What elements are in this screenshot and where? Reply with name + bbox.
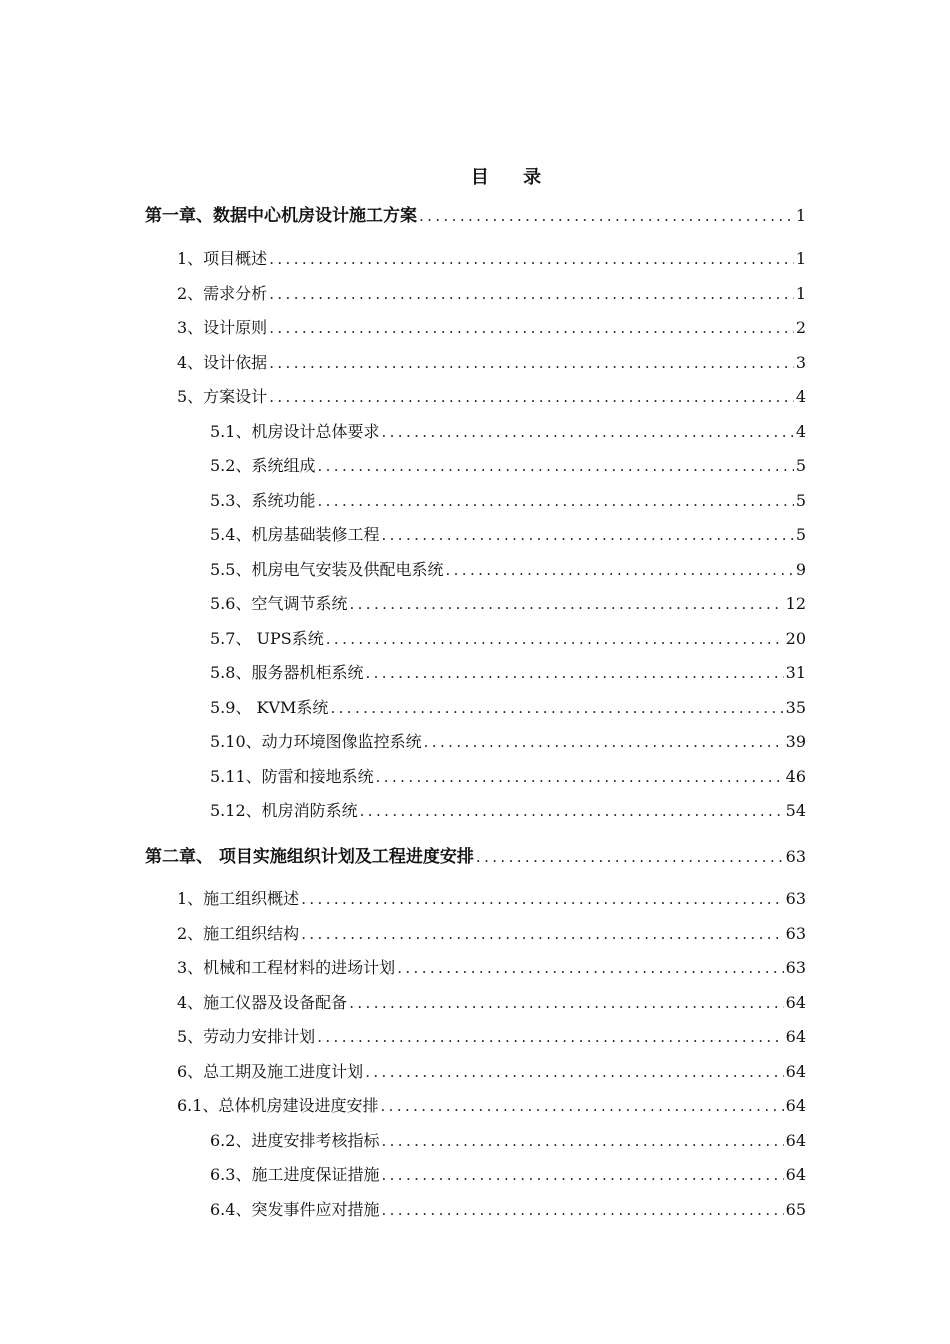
toc-leader-dots — [317, 457, 793, 475]
toc-entry[interactable] — [177, 886, 806, 910]
toc-entry-label: 5.11、防雷和接地系统 — [210, 767, 374, 786]
toc-leader-dots — [269, 354, 794, 372]
toc-page-number: 35 — [785, 698, 806, 717]
toc-page-number: 63 — [785, 847, 806, 866]
toc-page-number: 2 — [795, 318, 806, 337]
toc-entry-label: 第一章、数据中心机房设计施工方案 — [145, 206, 417, 226]
toc-page-number: 1 — [795, 284, 806, 303]
toc-page-number: 12 — [785, 594, 806, 613]
toc-entry[interactable] — [210, 557, 806, 581]
toc-entry[interactable] — [210, 798, 806, 822]
toc-leader-dots — [381, 526, 793, 544]
toc-entry-label: 4、施工仪器及设备配备 — [177, 993, 348, 1012]
toc-entry[interactable] — [177, 384, 806, 408]
toc-entry[interactable] — [177, 1093, 806, 1117]
toc-entry-label: 5、劳动力安排计划 — [177, 1027, 316, 1046]
toc-entry-label: 6.1、总体机房建设进度安排 — [177, 1096, 379, 1115]
toc-leader-dots — [381, 1201, 783, 1219]
toc-entry-label: 5.4、机房基础装修工程 — [210, 525, 380, 544]
toc-entry-label: 5.3、系统功能 — [210, 491, 316, 510]
toc-entry-label: 6.4、突发事件应对措施 — [210, 1200, 380, 1219]
toc-entry-label: 2、需求分析 — [177, 284, 268, 303]
toc-entry[interactable] — [210, 729, 806, 753]
toc-entry-label: 4、设计依据 — [177, 353, 268, 372]
toc-entry-chapter-2[interactable] — [145, 842, 806, 866]
toc-entry-label: 5.10、动力环境图像监控系统 — [210, 732, 422, 751]
toc-entry[interactable] — [177, 921, 806, 945]
toc-leader-dots — [376, 768, 784, 786]
toc-entry[interactable] — [177, 246, 806, 270]
toc-entry[interactable] — [177, 350, 806, 374]
toc-leader-dots — [360, 802, 784, 820]
toc-leader-dots — [269, 250, 794, 268]
toc-leader-dots — [424, 733, 784, 751]
toc-entry[interactable] — [177, 1024, 806, 1048]
toc-entry-label: 5、方案设计 — [177, 387, 268, 406]
toc-entry-label: 5.12、机房消防系统 — [210, 801, 358, 820]
toc-page-number: 5 — [795, 456, 806, 475]
toc-entry-label: 5.9、 KVM系统 — [210, 698, 329, 717]
toc-page-number: 1 — [795, 249, 806, 268]
toc-leader-dots — [397, 959, 783, 977]
toc-page-number: 9 — [795, 560, 806, 579]
toc-leader-dots — [326, 630, 784, 648]
toc-entry[interactable] — [210, 591, 806, 615]
toc-page-number: 31 — [785, 663, 806, 682]
toc-entry[interactable] — [210, 419, 806, 443]
toc-page-number: 4 — [795, 422, 806, 441]
toc-leader-dots — [381, 1132, 783, 1150]
toc-entry[interactable] — [210, 1128, 806, 1152]
toc-entry[interactable] — [210, 626, 806, 650]
toc-page-number: 1 — [795, 206, 806, 225]
toc-leader-dots — [269, 319, 794, 337]
toc-page-number: 64 — [785, 1027, 806, 1046]
toc-page-number: 63 — [785, 958, 806, 977]
toc-title: 目 录 — [470, 167, 556, 188]
toc-entry-label: 3、设计原则 — [177, 318, 268, 337]
toc-leader-dots — [330, 699, 783, 717]
toc-page-number: 54 — [785, 801, 806, 820]
toc-page-number: 3 — [795, 353, 806, 372]
toc-entry-chapter-1[interactable] — [145, 201, 806, 225]
toc-entry-label: 5.7、 UPS系统 — [210, 629, 324, 648]
toc-page-number: 64 — [785, 1096, 806, 1115]
toc-entry-label: 1、项目概述 — [177, 249, 268, 268]
toc-entry-label: 5.8、服务器机柜系统 — [210, 663, 364, 682]
toc-leader-dots — [317, 492, 793, 510]
toc-page-number: 64 — [785, 993, 806, 1012]
toc-page-number: 4 — [795, 387, 806, 406]
toc-entry[interactable] — [210, 453, 806, 477]
toc-page-number: 64 — [785, 1131, 806, 1150]
toc-entry[interactable] — [210, 488, 806, 512]
toc-leader-dots — [419, 207, 794, 225]
toc-entry-label: 1、施工组织概述 — [177, 889, 300, 908]
toc-leader-dots — [445, 561, 793, 579]
toc-leader-dots — [269, 388, 794, 406]
toc-entry-label: 5.2、系统组成 — [210, 456, 316, 475]
toc-leader-dots — [380, 1097, 783, 1115]
toc-entry[interactable] — [210, 1162, 806, 1186]
toc-page-number: 63 — [785, 889, 806, 908]
toc-entry-label: 6.2、进度安排考核指标 — [210, 1131, 380, 1150]
toc-entry[interactable] — [210, 764, 806, 788]
toc-page-number: 65 — [785, 1200, 806, 1219]
toc-entry[interactable] — [177, 955, 806, 979]
toc-leader-dots — [365, 1063, 783, 1081]
toc-entry[interactable] — [177, 1059, 806, 1083]
toc-leader-dots — [301, 925, 783, 943]
toc-entry[interactable] — [177, 281, 806, 305]
toc-page-number: 63 — [785, 924, 806, 943]
toc-entry-label: 6.3、施工进度保证措施 — [210, 1165, 380, 1184]
toc-leader-dots — [301, 890, 783, 908]
toc-leader-dots — [381, 423, 793, 441]
toc-page-number: 5 — [795, 525, 806, 544]
toc-entry[interactable] — [177, 315, 806, 339]
toc-page-number: 64 — [785, 1062, 806, 1081]
toc-entry[interactable] — [210, 660, 806, 684]
toc-page-number: 46 — [785, 767, 806, 786]
toc-entry-label: 6、总工期及施工进度计划 — [177, 1062, 364, 1081]
toc-leader-dots — [349, 595, 783, 613]
toc-leader-dots — [381, 1166, 783, 1184]
toc-leader-dots — [317, 1028, 783, 1046]
toc-entry-label: 3、机械和工程材料的进场计划 — [177, 958, 396, 977]
toc-page-number: 5 — [795, 491, 806, 510]
toc-entry-label: 5.1、机房设计总体要求 — [210, 422, 380, 441]
toc-page-number: 64 — [785, 1165, 806, 1184]
toc-entry-label: 5.5、机房电气安装及供配电系统 — [210, 560, 444, 579]
toc-entry[interactable] — [210, 695, 806, 719]
toc-page-number: 39 — [785, 732, 806, 751]
toc-leader-dots — [269, 285, 794, 303]
toc-entry-label: 2、施工组织结构 — [177, 924, 300, 943]
toc-entry[interactable] — [177, 990, 806, 1014]
toc-leader-dots — [365, 664, 783, 682]
toc-entry-label: 5.6、空气调节系统 — [210, 594, 348, 613]
toc-entry-label: 第二章、 项目实施组织计划及工程进度安排 — [145, 847, 474, 867]
toc-page-number: 20 — [785, 629, 806, 648]
toc-entry[interactable] — [210, 1197, 806, 1221]
toc-leader-dots — [349, 994, 783, 1012]
toc-leader-dots — [476, 848, 784, 866]
toc-entry[interactable] — [210, 522, 806, 546]
